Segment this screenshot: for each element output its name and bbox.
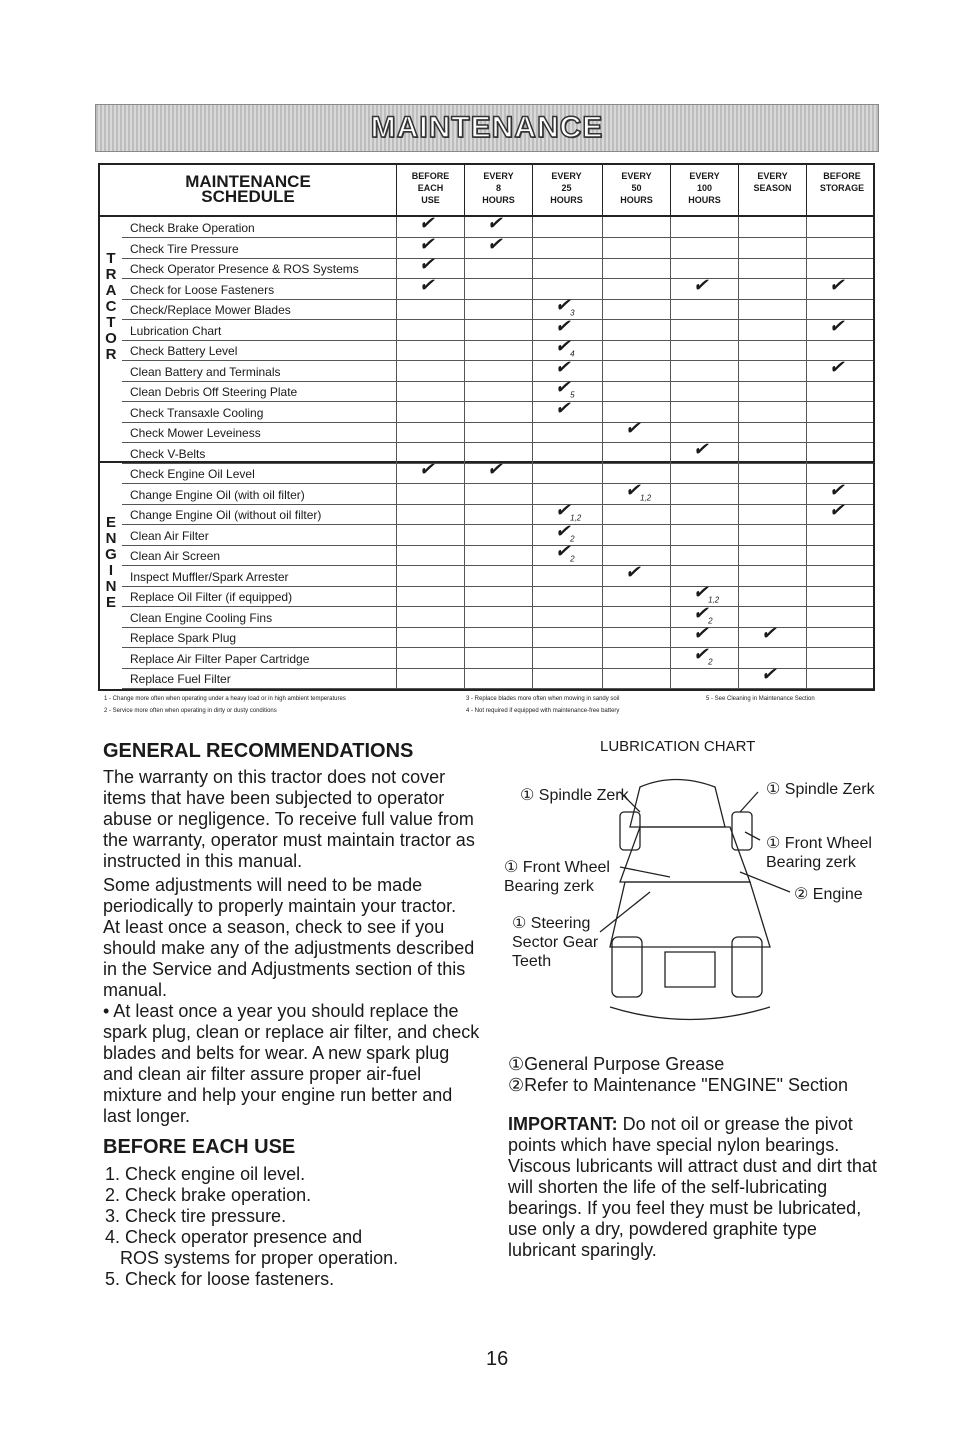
schedule-cell <box>670 274 738 299</box>
label-spindle-right: ① Spindle Zerk <box>766 781 875 798</box>
schedule-column-header: EVERY 100 HOURS <box>670 165 738 215</box>
schedule-cell <box>396 566 464 586</box>
schedule-cell <box>464 320 532 340</box>
schedule-column-header: EVERY SEASON <box>738 165 806 215</box>
tractor-side-label: T R A C T O R <box>105 250 117 363</box>
schedule-cell <box>806 648 877 668</box>
schedule-cell <box>806 274 877 299</box>
schedule-cell <box>602 586 670 606</box>
general-paragraph-1: The warranty on this tractor does not cover items that have been subjected to operator abuse or negligence. To receive full value from the warranty, operator must maintain tractor as instructed in this manual. <box>103 767 475 871</box>
schedule-cell <box>464 484 532 504</box>
schedule-row <box>122 295 873 320</box>
check-mark-icon: $✔_3$ <box>555 295 575 318</box>
check-mark-icon: ✔ <box>625 561 641 582</box>
schedule-cell <box>464 422 532 442</box>
page-number: 16 <box>486 1348 509 1370</box>
schedule-cell <box>532 586 600 606</box>
schedule-cell <box>738 484 806 504</box>
before-each-use-list <box>105 1164 398 1290</box>
schedule-cell <box>806 402 877 422</box>
check-mark-icon: ✔ <box>761 664 777 684</box>
schedule-row-label: Clean Air Screen <box>130 549 221 563</box>
important-label: IMPORTANT: <box>508 1114 618 1134</box>
lube-legend-1: ①General Purpose Grease <box>508 1054 725 1074</box>
schedule-row-label: Clean Debris Off Steering Plate <box>130 385 298 399</box>
schedule-cell <box>670 484 738 504</box>
check-mark-icon: $✔_{1,2}$ <box>625 479 652 503</box>
maintenance-schedule-table <box>98 163 875 691</box>
schedule-cell <box>532 627 600 647</box>
schedule-cell <box>738 258 806 278</box>
schedule-cell <box>670 299 738 319</box>
schedule-cell <box>464 402 532 422</box>
check-mark-icon: ✔ <box>487 213 503 233</box>
general-paragraph-2: Some adjustments will need to be made periodically to properly maintain your tractor. <box>103 875 457 916</box>
schedule-cell <box>532 422 600 442</box>
check-mark-icon: ✔ <box>419 213 435 233</box>
schedule-row <box>122 233 873 259</box>
before-each-use-item: 1. Check engine oil level. <box>105 1164 306 1184</box>
schedule-cell <box>602 340 670 360</box>
schedule-cell <box>806 627 877 647</box>
schedule-row-label: Change Engine Oil (without oil filter) <box>130 508 322 522</box>
schedule-cell <box>738 340 806 360</box>
schedule-row-label: Replace Fuel Filter <box>130 672 231 686</box>
schedule-cell <box>464 566 532 586</box>
schedule-row <box>122 623 873 648</box>
before-each-use-item: 3. Check tire pressure. <box>105 1206 287 1226</box>
schedule-cell <box>806 500 877 524</box>
schedule-cell <box>464 340 532 360</box>
schedule-cell <box>738 238 806 258</box>
schedule-cell <box>670 525 738 545</box>
schedule-cell <box>464 525 532 545</box>
schedule-cell <box>464 648 532 668</box>
schedule-cell <box>602 238 670 258</box>
label-steering: ① Steering Sector Gear Teeth <box>512 915 599 970</box>
check-mark-icon: ✔ <box>829 356 845 377</box>
schedule-cell <box>806 422 877 442</box>
schedule-cell <box>738 402 806 422</box>
schedule-cell <box>738 443 806 463</box>
schedule-cell <box>738 217 806 237</box>
tractor-diagram-svg <box>500 772 900 1037</box>
schedule-cell <box>464 258 532 278</box>
engine-group <box>100 461 873 691</box>
schedule-row <box>122 459 873 484</box>
schedule-row-label: Check V-Belts <box>130 446 206 461</box>
check-mark-icon: ✔ <box>829 479 845 500</box>
schedule-cell <box>602 627 670 647</box>
check-mark-icon: $✔_{1,2}$ <box>555 500 582 523</box>
schedule-cell <box>464 545 532 565</box>
schedule-row-label: Check Transaxle Cooling <box>130 405 264 420</box>
schedule-cell <box>670 504 738 524</box>
general-paragraph-3: At least once a season, check to see if you should make any of the adjustments described in the Service and Adjustments section of this manual. <box>103 917 475 1000</box>
schedule-cell <box>396 361 464 381</box>
schedule-cell <box>396 484 464 504</box>
schedule-cell <box>602 443 670 463</box>
check-mark-icon: ✔ <box>555 315 571 336</box>
check-mark-icon: $✔_2$ <box>555 520 575 544</box>
schedule-cell <box>464 586 532 606</box>
schedule-cell <box>532 607 600 627</box>
schedule-cell <box>464 299 532 319</box>
schedule-row-label: Check for Loose Fasteners <box>130 282 275 297</box>
schedule-cell <box>670 238 738 258</box>
schedule-cell <box>806 315 877 340</box>
schedule-cell <box>670 463 738 483</box>
schedule-cell <box>806 443 877 463</box>
schedule-title <box>100 174 396 204</box>
schedule-row-label: Inspect Muffler/Spark Arrester <box>130 569 289 584</box>
schedule-cell <box>532 541 600 565</box>
schedule-cell <box>602 607 670 627</box>
schedule-row-label: Change Engine Oil (with oil filter) <box>130 487 305 502</box>
footnote-5: 5 - See Cleaning in Maintenance Section <box>706 696 815 702</box>
schedule-row <box>122 254 873 279</box>
check-mark-icon: $✔_4$ <box>555 336 575 359</box>
schedule-cell <box>396 545 464 565</box>
schedule-cell <box>602 361 670 381</box>
schedule-cell <box>464 668 532 688</box>
schedule-cell <box>396 381 464 401</box>
schedule-cell <box>806 668 877 688</box>
before-each-use-item: 2. Check brake operation. <box>105 1185 312 1205</box>
schedule-cell <box>532 463 600 483</box>
schedule-cell <box>396 607 464 627</box>
schedule-cell <box>738 381 806 401</box>
schedule-cell <box>396 422 464 442</box>
schedule-row-label: Check Operator Presence & ROS Systems <box>130 262 359 276</box>
rear-wheel-left <box>612 937 642 997</box>
check-mark-icon: ✔ <box>761 623 777 643</box>
before-each-use-item: ROS systems for proper operation. <box>105 1248 399 1268</box>
schedule-cell <box>738 299 806 319</box>
front-wheel-right <box>732 812 752 850</box>
schedule-row-label: Replace Air Filter Paper Cartridge <box>130 651 310 666</box>
schedule-cell <box>670 340 738 360</box>
schedule-row <box>122 500 873 525</box>
schedule-cell <box>464 627 532 647</box>
schedule-cell <box>670 320 738 340</box>
schedule-cell <box>738 586 806 606</box>
schedule-cell <box>602 648 670 668</box>
footnote-4: 4 - Not required if equipped with maintenance-free battery <box>466 708 620 714</box>
schedule-cell <box>532 648 600 668</box>
leader-spindle-right <box>740 792 758 812</box>
schedule-row-label: Check Battery Level <box>130 344 238 358</box>
schedule-column-header: BEFORE EACH USE <box>396 165 464 215</box>
schedule-cell <box>602 504 670 524</box>
schedule-row-label: Check/Replace Mower Blades <box>130 303 291 317</box>
check-mark-icon: ✔ <box>419 233 435 254</box>
lubrication-diagram <box>500 772 900 1037</box>
schedule-cell <box>396 274 464 299</box>
schedule-row <box>122 561 873 587</box>
schedule-row <box>122 418 873 443</box>
schedule-cell <box>602 299 670 319</box>
schedule-cell <box>806 217 877 237</box>
check-mark-icon: ✔ <box>625 418 641 438</box>
schedule-row <box>122 397 873 423</box>
schedule-cell <box>396 668 464 688</box>
schedule-cell <box>738 504 806 524</box>
label-engine: ② Engine <box>794 886 863 903</box>
tractor-group <box>100 215 873 463</box>
check-mark-icon: ✔ <box>419 254 435 274</box>
schedule-cell <box>532 238 600 258</box>
schedule-cell <box>464 279 532 299</box>
schedule-cell <box>396 648 464 668</box>
schedule-row <box>122 541 873 566</box>
schedule-cell <box>670 643 738 668</box>
label-front-wheel-left: ① Front Wheel Bearing zerk <box>504 859 610 895</box>
schedule-cell <box>396 402 464 422</box>
schedule-cell <box>532 217 600 237</box>
rear-wheel-right <box>732 937 762 997</box>
schedule-cell <box>602 217 670 237</box>
schedule-cell <box>396 504 464 524</box>
schedule-cell <box>532 397 600 422</box>
label-spindle-left: ① Spindle Zerk <box>520 787 629 804</box>
schedule-row <box>122 315 873 341</box>
lube-legend-2: ②Refer to Maintenance "ENGINE" Section <box>508 1075 849 1095</box>
tractor-hood <box>630 780 725 828</box>
schedule-row <box>122 582 873 607</box>
schedule-cell <box>670 438 738 463</box>
general-recommendations-heading: GENERAL RECOMMENDATIONS <box>103 740 414 762</box>
schedule-cell <box>738 361 806 381</box>
schedule-cell <box>670 217 738 237</box>
schedule-header <box>100 165 873 217</box>
schedule-cell <box>464 607 532 627</box>
schedule-row <box>122 356 873 382</box>
important-text: Do not oil or grease the pivot points which have special nylon bearings. Viscous lubricants will attract dust and dirt that will shorten the life of the self-lubricating bearings. If you feel they must be lubricated, use only a dry, powdered graphite type lubricant sparingly. <box>508 1114 877 1260</box>
schedule-cell <box>670 381 738 401</box>
schedule-cell <box>738 623 806 647</box>
schedule-row-label: Check Mower Leveiness <box>130 426 261 440</box>
schedule-cell <box>602 279 670 299</box>
footnote-2: 2 - Service more often when operating in dirty or dusty conditions <box>104 708 277 714</box>
schedule-column-header: EVERY 8 HOURS <box>464 165 532 215</box>
schedule-row-label: Check Brake Operation <box>130 221 255 235</box>
check-mark-icon: ✔ <box>419 274 435 295</box>
schedule-cell <box>738 320 806 340</box>
schedule-cell <box>396 340 464 360</box>
schedule-cell <box>670 361 738 381</box>
lubrication-chart-title: LUBRICATION CHART <box>600 738 756 755</box>
schedule-cell <box>602 258 670 278</box>
schedule-row-label: Check Engine Oil Level <box>130 467 255 481</box>
engine-side-label: E N G I N E <box>105 514 117 611</box>
schedule-cell <box>464 504 532 524</box>
check-mark-icon: $✔_2$ <box>693 602 713 626</box>
schedule-cell <box>806 566 877 586</box>
label-front-wheel-right: ① Front Wheel Bearing zerk <box>766 835 872 871</box>
schedule-cell <box>738 545 806 565</box>
schedule-cell <box>532 566 600 586</box>
schedule-cell <box>464 361 532 381</box>
maintenance-banner <box>95 104 879 152</box>
check-mark-icon: $✔_2$ <box>555 541 575 564</box>
schedule-row-label: Clean Battery and Terminals <box>130 364 281 379</box>
schedule-cell <box>602 668 670 688</box>
before-each-use-item: 4. Check operator presence and <box>105 1227 363 1247</box>
schedule-cell <box>738 279 806 299</box>
schedule-column-header: BEFORE STORAGE <box>806 165 877 215</box>
check-mark-icon: ✔ <box>829 500 845 520</box>
schedule-row <box>122 479 873 505</box>
schedule-title-line2: SCHEDULE <box>201 187 295 206</box>
schedule-row-label: Clean Engine Cooling Fins <box>130 610 273 625</box>
schedule-cell <box>738 566 806 586</box>
schedule-row <box>122 336 873 361</box>
schedule-title-line1: MAINTENANCE <box>185 172 311 191</box>
check-mark-icon: $✔_{1,2}$ <box>693 582 720 605</box>
schedule-row <box>122 377 873 402</box>
schedule-cell <box>670 545 738 565</box>
schedule-row-label: Clean Air Filter <box>130 528 209 543</box>
schedule-cell <box>806 356 877 381</box>
schedule-column-header: EVERY 25 HOURS <box>532 165 600 215</box>
schedule-cell <box>396 320 464 340</box>
schedule-cell <box>532 443 600 463</box>
schedule-cell <box>806 381 877 401</box>
schedule-cell <box>396 586 464 606</box>
schedule-cell <box>532 668 600 688</box>
schedule-cell <box>670 668 738 688</box>
schedule-cell <box>464 459 532 483</box>
schedule-cell <box>532 258 600 278</box>
general-bullet: • At least once a year you should replace the spark plug, clean or replace air filter, and check blades and belts for wear. A new spark plug and clean air filter assure proper air-fuel mixture and help your engine run better and last longer. <box>103 1001 480 1126</box>
check-mark-icon: ✔ <box>487 233 503 254</box>
check-mark-icon: ✔ <box>555 397 571 418</box>
schedule-cell <box>602 418 670 442</box>
schedule-cell <box>738 422 806 442</box>
schedule-cell <box>806 586 877 606</box>
schedule-cell <box>738 664 806 688</box>
schedule-cell <box>602 525 670 545</box>
schedule-row-label: Replace Spark Plug <box>130 631 237 645</box>
schedule-cell <box>806 545 877 565</box>
schedule-row-label: Replace Oil Filter (if equipped) <box>130 590 293 604</box>
check-mark-icon: ✔ <box>829 274 845 295</box>
schedule-cell <box>396 459 464 483</box>
check-mark-icon: ✔ <box>829 315 845 336</box>
front-wheel-left <box>620 812 640 850</box>
schedule-cell <box>396 299 464 319</box>
schedule-row-label: Check Tire Pressure <box>130 241 239 256</box>
check-mark-icon: $✔_2$ <box>693 643 713 667</box>
schedule-column-header: EVERY 50 HOURS <box>602 165 670 215</box>
schedule-cell <box>602 479 670 504</box>
check-mark-icon: ✔ <box>419 459 435 479</box>
footnote-1: 1 - Change more often when operating under a heavy load or in high ambient temperatures <box>104 696 346 702</box>
schedule-cell <box>464 381 532 401</box>
schedule-cell <box>464 233 532 258</box>
schedule-row <box>122 274 873 300</box>
schedule-cell <box>602 320 670 340</box>
seat <box>665 952 715 987</box>
schedule-cell <box>738 463 806 483</box>
schedule-cell <box>396 627 464 647</box>
schedule-row <box>122 520 873 546</box>
important-note <box>508 1114 888 1261</box>
before-each-use-item: 5. Check for loose fasteners. <box>105 1269 335 1289</box>
check-mark-icon: ✔ <box>693 274 709 295</box>
schedule-cell <box>806 525 877 545</box>
check-mark-icon: ✔ <box>693 623 709 643</box>
before-each-use-heading: BEFORE EACH USE <box>103 1136 296 1158</box>
banner-title: MAINTENANCE <box>370 111 604 144</box>
schedule-cell <box>738 525 806 545</box>
footnote-3: 3 - Replace blades more often when mowing in sandy soil <box>466 696 620 702</box>
schedule-cell <box>670 402 738 422</box>
check-mark-icon: ✔ <box>555 356 571 377</box>
schedule-cell <box>602 561 670 586</box>
check-mark-icon: ✔ <box>487 459 503 479</box>
schedule-cell <box>396 525 464 545</box>
schedule-cell <box>806 607 877 627</box>
check-mark-icon: $✔_5$ <box>555 377 575 400</box>
schedule-row <box>122 664 873 689</box>
rear-frame <box>610 1007 770 1020</box>
check-mark-icon: ✔ <box>693 438 709 459</box>
schedule-cell <box>806 238 877 258</box>
schedule-row-label: Lubrication Chart <box>130 323 222 338</box>
schedule-cell <box>602 381 670 401</box>
